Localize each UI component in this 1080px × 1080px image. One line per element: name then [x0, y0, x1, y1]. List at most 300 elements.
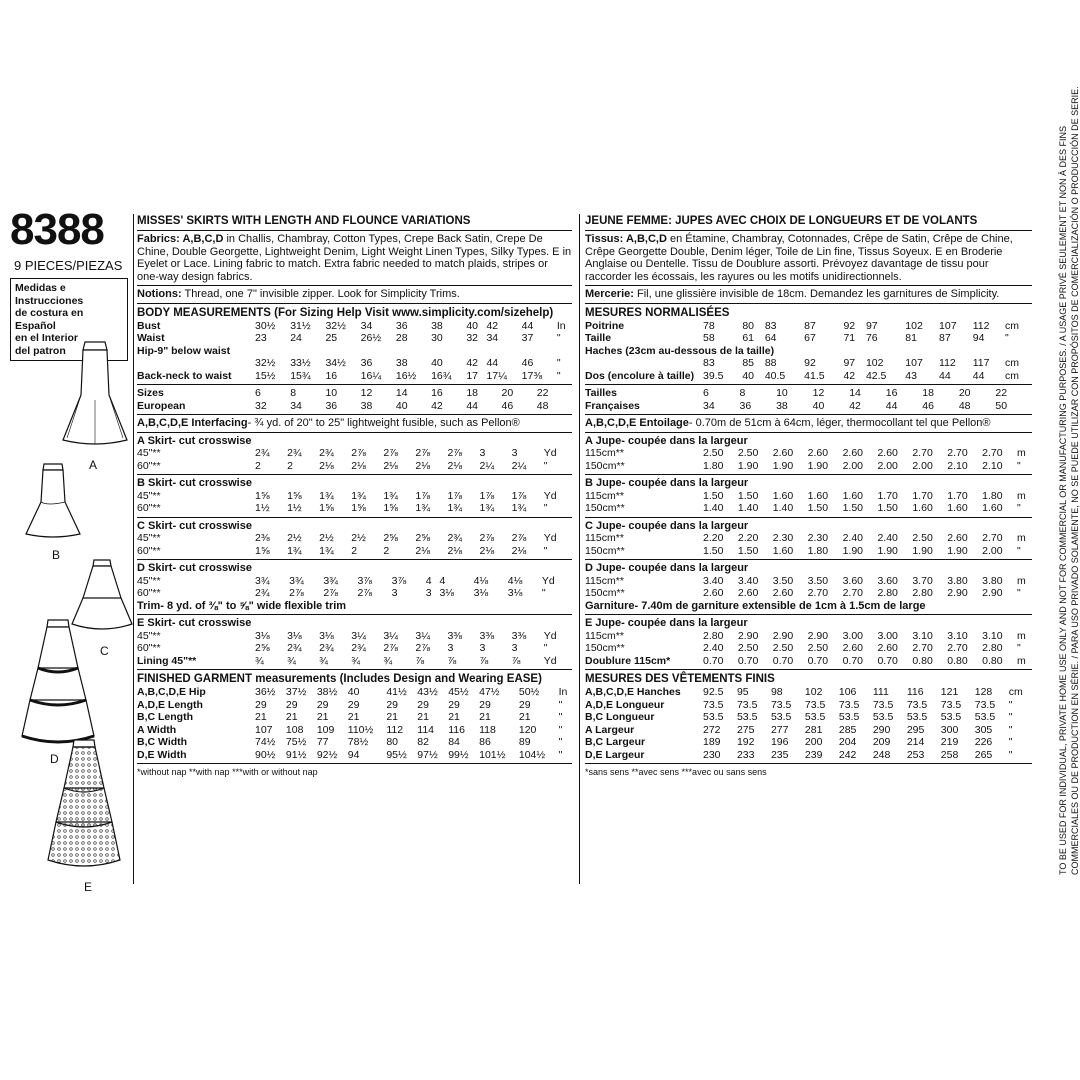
cell-value: 44 [939, 369, 951, 382]
cell-value: ⅞ [447, 654, 457, 667]
yardage-title: A Skirt- cut crosswise [137, 434, 252, 447]
cell-value: 73.5 [703, 698, 724, 711]
cell-value: 2⅞ [351, 447, 366, 459]
unit-cell: " [543, 502, 548, 514]
cell-value: 1¾ [319, 544, 334, 557]
unit-cell: " [1017, 587, 1021, 599]
cell-value: 40 [742, 369, 755, 382]
cell-value: ¾ [287, 654, 296, 667]
cell-value: 46 [521, 357, 534, 369]
cell-value: 2⅞ [447, 447, 463, 459]
cell-value: 1¾ [351, 489, 366, 502]
cell-value: 36 [739, 399, 752, 412]
cell-value: 53.5 [770, 711, 792, 723]
english-yardage [137, 435, 572, 600]
cell-value: 53.5 [736, 711, 758, 723]
cell-value: 32 [255, 399, 267, 412]
table-row [137, 587, 572, 600]
unit-cell: Yd [543, 447, 557, 459]
cell-value: 2.60 [877, 642, 898, 654]
row-label: 45"** [137, 489, 161, 502]
unit-cell: cm [1008, 686, 1023, 698]
cell-value: 1.50 [737, 544, 759, 557]
cell-value: 1¾ [287, 544, 302, 557]
cell-value: 1.90 [737, 459, 759, 472]
yardage-title: D Jupe- coupée dans la largeur [585, 562, 749, 574]
cell-value: 120 [518, 723, 537, 736]
view-label-d: D [50, 752, 59, 766]
cell-value: 14 [849, 387, 861, 399]
cell-value: 2.60 [737, 587, 759, 599]
table-row [585, 711, 1032, 724]
cell-value: 23 [255, 332, 267, 344]
cell-value: 1⅝ [319, 502, 334, 514]
row-label: Tailles [585, 387, 617, 399]
cell-value: 36 [395, 319, 408, 332]
cell-value: 84 [448, 736, 460, 748]
table-row [137, 724, 572, 737]
cell-value: 2 [255, 459, 261, 472]
cell-value: 53.5 [804, 711, 826, 723]
cell-value: 16 [431, 387, 443, 399]
cell-value: 29 [448, 698, 460, 711]
table-row [585, 736, 1032, 749]
cell-value: 40.5 [764, 369, 786, 382]
cell-value: 2.90 [772, 629, 794, 642]
cell-value: 3 [511, 447, 518, 459]
cell-value: 2⅜ [255, 532, 270, 544]
cell-value: 1⅝ [383, 502, 398, 514]
table-row [585, 387, 1032, 400]
cell-value: 38 [360, 399, 373, 412]
yardage-title: E Skirt- cut crosswise [137, 617, 252, 629]
cell-value: 34½ [325, 357, 346, 369]
table-row [137, 320, 572, 333]
cell-value: 2.10 [982, 459, 1003, 472]
english-fabrics: Fabrics: A,B,C,D in Challis, Chambray, Cotton Types, Crepe Back Satin, Crepe De Chine, Double Georgette, Lightweight Denim, Light Weight Linen Types, Silky Types. E in Eyelet or Lace. Lining fabric to match. Extra fabric needed to match plaids, stripes or one-way design fabrics. [137, 233, 572, 283]
cell-value: 2⅞ [289, 587, 304, 599]
cell-value: 2.70 [842, 587, 863, 599]
row-label: 60"** [137, 502, 161, 514]
spanish-note-line: de costura en Español [15, 307, 84, 332]
cell-value: 1¾ [415, 502, 430, 514]
cell-value: 78½ [347, 736, 369, 748]
cell-value: 2.50 [772, 642, 794, 654]
cell-value: 1½ [287, 502, 302, 514]
cell-value: 29 [417, 698, 429, 711]
cell-value: 2⅞ [415, 447, 430, 459]
cell-value: 1.50 [842, 502, 863, 514]
row-label: A,B,C,D,E Hip [137, 686, 206, 698]
unit-cell: " [1008, 736, 1013, 748]
cell-value: 1.50 [737, 489, 759, 502]
cell-value: 4⅛ [507, 574, 523, 587]
row-label: Waist [137, 332, 165, 344]
cell-value: 20 [501, 387, 514, 399]
cell-value: 2¾ [447, 532, 463, 544]
cell-value: 226 [974, 736, 993, 748]
table-row [585, 655, 1032, 668]
column-divider [579, 214, 580, 884]
cell-value: 1.70 [912, 489, 933, 502]
row-label: 60"** [137, 587, 161, 599]
cell-value: 6 [255, 387, 261, 399]
cell-value: 82 [417, 736, 429, 748]
cell-value: 2⅝ [255, 642, 270, 654]
cell-value: 44 [885, 399, 898, 412]
cell-value: 3⅜ [479, 629, 495, 642]
cell-value: 2⅝ [415, 532, 430, 544]
table-row [137, 387, 572, 400]
cell-value: ⅞ [415, 654, 425, 667]
cell-value: 37 [521, 332, 534, 344]
cell-value: 2⅛ [415, 544, 430, 557]
row-label: 150cm** [585, 459, 625, 472]
table-row [137, 686, 572, 699]
cell-value: 1.50 [703, 489, 724, 502]
cell-value: 61 [742, 332, 755, 344]
table-row [137, 345, 572, 358]
cell-value: 3 [425, 587, 432, 599]
cell-value: 2.30 [772, 532, 794, 544]
cell-value: 189 [703, 736, 721, 748]
unit-cell: m [1017, 654, 1026, 667]
row-label: Sizes [137, 387, 164, 399]
cell-value: 2⅛ [319, 459, 334, 472]
cell-value: 1.50 [703, 544, 724, 557]
unit-cell: " [558, 711, 563, 723]
cell-value: 41.5 [804, 369, 825, 382]
cell-value: 73.5 [770, 698, 792, 711]
cell-value: 2⅞ [383, 642, 398, 654]
cell-value: 0.80 [982, 654, 1003, 667]
cell-value: 20 [958, 387, 971, 399]
cell-value: 2 [287, 459, 293, 472]
cell-value: 34 [290, 399, 302, 412]
row-label: Back-neck to waist [137, 369, 232, 382]
english-notions: Notions: Thread, one 7" invisible zipper. Look for Simplicity Trims. [137, 288, 460, 300]
row-label: 115cm** [585, 447, 624, 459]
table-row [137, 490, 572, 503]
french-size-table [585, 387, 1032, 412]
cell-value: 3¾ [255, 574, 270, 587]
cell-value: 1.70 [947, 489, 968, 502]
cell-value: 37½ [285, 686, 307, 698]
row-label: 150cm** [585, 642, 625, 654]
cell-value: 95½ [386, 748, 407, 761]
unit-cell: " [1008, 711, 1013, 723]
table-row [585, 502, 1032, 515]
cell-value: 0.70 [772, 654, 794, 667]
legal-side-text [1046, 86, 1080, 875]
table-row [585, 545, 1032, 558]
cell-value: 1.60 [772, 544, 794, 557]
cell-value: 2.00 [912, 459, 933, 472]
cell-value: 3⅛ [439, 587, 455, 599]
cell-value: 44 [521, 319, 534, 332]
cell-value: 128 [974, 686, 993, 698]
cell-value: 53.5 [838, 711, 860, 723]
row-label: 150cm** [585, 544, 625, 557]
cell-value: 2⅛ [351, 459, 366, 472]
cell-value: 108 [285, 723, 304, 736]
cell-value: 10 [325, 387, 338, 399]
cell-value: 106 [838, 686, 857, 698]
cell-value: 3.50 [772, 574, 794, 587]
unit-cell: Yd [543, 532, 557, 544]
cell-value: 116 [448, 723, 465, 736]
row-label: 45"** [137, 447, 161, 459]
cell-value: 16¾ [431, 369, 452, 382]
cell-value: 38 [776, 399, 788, 412]
cell-value: 2.20 [703, 532, 724, 544]
cell-value: 3.10 [947, 629, 968, 642]
cell-value: 3.80 [982, 574, 1003, 587]
cell-value: 2¾ [319, 642, 334, 654]
cell-value: 2⅞ [511, 532, 527, 544]
cell-value: 3¼ [383, 629, 398, 642]
cell-value: 1.90 [912, 544, 933, 557]
row-label: European [137, 399, 186, 412]
cell-value: 2.70 [947, 642, 968, 654]
cell-value: 3 [511, 642, 518, 654]
cell-value: 36 [360, 357, 373, 369]
table-row [137, 370, 572, 383]
unit-cell: " [558, 723, 563, 736]
table-row [137, 332, 572, 345]
cell-value: 28 [395, 332, 408, 344]
pieces-count: 9 PIECES/PIEZAS [14, 258, 123, 273]
cell-value: ¾ [319, 654, 328, 667]
cell-value: 230 [703, 748, 721, 761]
french-notions: Mercerie: Fil, une glissière invisible de 18cm. Demandez les garnitures de Simplicity. [585, 288, 1000, 300]
cell-value: 1⅞ [415, 489, 430, 502]
row-label: A,B,C,D,E Hanches [585, 686, 681, 698]
cell-value: 2.50 [807, 642, 829, 654]
cell-value: 2½ [351, 532, 366, 544]
cell-value: 73.5 [804, 698, 826, 711]
french-footnote: *sans sens **avec sens ***avec ou sans sens [585, 767, 767, 777]
french-yardage [585, 435, 1032, 600]
french-title: JEUNE FEMME: JUPES AVEC CHOIX DE LONGUEURS ET DE VOLANTS [585, 215, 978, 227]
cell-value: 3 [447, 642, 454, 654]
cell-value: 26½ [360, 332, 382, 344]
cell-value: 253 [906, 748, 925, 761]
skirt-sketch-d [18, 618, 98, 750]
unit-cell: " [1008, 748, 1013, 761]
cell-value: 2 [383, 544, 390, 557]
english-interfacing: A,B,C,D,E Interfacing- ¾ yd. of 20" to 25" lightweight fusible, such as Pellon® [137, 417, 520, 429]
cell-value: 73.5 [872, 698, 894, 711]
cell-value: 3.10 [982, 629, 1003, 642]
table-row [585, 320, 1032, 333]
table-row [585, 642, 1032, 655]
cell-value: 40 [395, 399, 408, 412]
cell-value: 235 [770, 748, 789, 761]
cell-value: 0.70 [703, 654, 724, 667]
cell-value: 73.5 [906, 698, 928, 711]
english-size-table [137, 387, 572, 412]
cell-value: 0.80 [947, 654, 968, 667]
unit-cell: m [1017, 574, 1026, 587]
row-label: Doublure 115cm* [585, 654, 671, 667]
unit-cell: " [558, 698, 563, 711]
cell-value: 2.60 [772, 587, 794, 599]
cell-value: ¾ [351, 654, 360, 667]
unit-cell: " [543, 459, 548, 472]
cell-value: 2.70 [947, 447, 968, 459]
cell-value: 3.40 [737, 574, 759, 587]
cell-value: 17 [466, 369, 478, 382]
row-label: A,D,E Longueur [585, 698, 665, 711]
cell-value: 1.50 [877, 502, 898, 514]
cell-value: 29 [518, 698, 531, 711]
table-row [585, 724, 1032, 737]
cell-value: 73.5 [940, 698, 962, 711]
cell-value: 8 [739, 387, 746, 399]
cell-value: 2½ [319, 532, 334, 544]
cell-value: 1.80 [703, 459, 724, 472]
cell-value: 29 [255, 698, 267, 711]
cell-value: 2.70 [982, 532, 1003, 544]
row-label: D,E Largeur [585, 748, 645, 761]
table-row [137, 699, 572, 712]
table-row [137, 460, 572, 473]
cell-value: 92 [804, 357, 816, 369]
cell-value: 204 [838, 736, 857, 748]
cell-value: 42 [431, 399, 443, 412]
cell-value: 21 [386, 711, 399, 723]
cell-value: 3.60 [877, 574, 898, 587]
cell-value: 3⅞ [357, 574, 373, 587]
cell-value: 2.60 [772, 447, 794, 459]
row-label: 60"** [137, 642, 161, 654]
cell-value: 112 [972, 319, 990, 332]
cell-value: 2¾ [255, 587, 270, 599]
cell-value: 87 [804, 319, 816, 332]
cell-value: 33½ [290, 357, 311, 369]
english-footnote: *without nap **with nap ***with or without nap [137, 767, 318, 777]
cell-value: 1.60 [947, 502, 968, 514]
cell-value: ¾ [383, 654, 393, 667]
cell-value: 1.60 [842, 489, 863, 502]
unit-cell: In [558, 686, 568, 698]
cell-value: 41½ [386, 686, 407, 698]
table-row [585, 686, 1032, 699]
cell-value: 32½ [325, 319, 346, 332]
cell-value: 36½ [255, 686, 276, 698]
cell-value: 29 [285, 698, 298, 711]
cell-value: 0.70 [807, 654, 829, 667]
table-row [137, 545, 572, 558]
row-label: B,C Length [137, 711, 193, 723]
cell-value: 1.90 [772, 459, 794, 472]
french-body-table [585, 320, 1032, 383]
unit-cell: In [556, 319, 566, 332]
row-label: B,C Largeur [585, 736, 646, 748]
spanish-note-line: del patron [15, 344, 66, 357]
cell-value: 2⅛ [415, 459, 430, 472]
cell-value: 2.00 [982, 544, 1003, 557]
cell-value: 21 [479, 711, 491, 723]
row-label: D,E Width [137, 748, 187, 761]
cell-value: 16 [885, 387, 898, 399]
unit-cell: Yd [543, 654, 557, 667]
table-row [585, 699, 1032, 712]
cell-value: 50 [995, 399, 1008, 412]
row-label: 60"** [137, 544, 161, 557]
cell-value: 285 [838, 723, 857, 736]
cell-value: 91½ [285, 748, 307, 761]
cell-value: 40 [431, 357, 443, 369]
cell-value: 77 [316, 736, 329, 748]
english-trim: Trim- 8 yd. of ⅜" to ⅝" wide flexible trim [137, 599, 347, 612]
cell-value: 2.60 [877, 447, 898, 459]
cell-value: 21 [285, 711, 298, 723]
cell-value: 40 [812, 399, 825, 412]
cell-value: 46 [922, 399, 934, 412]
cell-value: 2.70 [807, 587, 829, 599]
cell-value: 42 [843, 369, 856, 382]
cell-value: 2.40 [877, 532, 898, 544]
cell-value: 281 [804, 723, 823, 736]
row-label: 45"** [137, 574, 161, 587]
cell-value: 2.10 [947, 459, 968, 472]
yardage-title: A Jupe- coupée dans la largeur [585, 434, 748, 447]
table-row [137, 357, 572, 370]
cell-value: 85 [742, 357, 755, 369]
cell-value: 3⅛ [507, 587, 523, 599]
cell-value: 305 [974, 723, 993, 736]
row-label: A,D,E Length [137, 698, 203, 711]
cell-value: 2⅛ [447, 544, 463, 557]
cell-value: 2.80 [982, 642, 1003, 654]
cell-value: 15½ [255, 369, 276, 382]
spanish-note-line: en el Interior [15, 332, 79, 344]
table-row [585, 532, 1032, 545]
french-fabrics: Tissus: A,B,C,D en Étamine, Chambray, Cotonnades, Crêpe de Satin, Crêpe de Chine, Crêpe Georgette Double, Denim léger, Toile de Lin fine, Tissus Soyeux. E en Broderie Anglaise ou Dentelle. Tissu de Doublure assorti. Prévoyez davantage de tissu pour raccorder les écossais, les rayures ou les motifs unidirectionnels. [585, 233, 1013, 283]
table-row [137, 630, 572, 643]
row-label: 45"** [137, 629, 161, 642]
cell-value: 2⅝ [383, 532, 398, 544]
cell-value: 44 [486, 357, 499, 369]
unit-cell: Yd [541, 574, 555, 587]
cell-value: 1¾ [319, 489, 334, 502]
cell-value: 21 [316, 711, 329, 723]
unit-cell: cm [1004, 369, 1019, 382]
row-label: Haches (23cm au-dessous de la taille) [585, 344, 775, 357]
cell-value: 2.20 [737, 532, 759, 544]
cell-value: 21 [417, 711, 429, 723]
cell-value: 53.5 [703, 711, 724, 723]
unit-cell: Yd [543, 629, 557, 642]
unit-cell: " [558, 736, 563, 748]
cell-value: 277 [770, 723, 789, 736]
cell-value: 42 [486, 319, 499, 332]
cell-value: 239 [804, 748, 823, 761]
cell-value: 3 [479, 447, 486, 459]
cell-value: 40 [347, 686, 360, 698]
cell-value: 40 [466, 319, 478, 332]
english-finished-table [137, 686, 572, 761]
cell-value: 2.80 [912, 587, 933, 599]
cell-value: 92 [843, 319, 856, 332]
cell-value: 2.90 [982, 587, 1003, 599]
cell-value: 75½ [285, 736, 307, 748]
cell-value: 1.60 [982, 502, 1003, 514]
unit-cell: " [556, 332, 561, 344]
cell-value: 17¼ [486, 369, 507, 382]
